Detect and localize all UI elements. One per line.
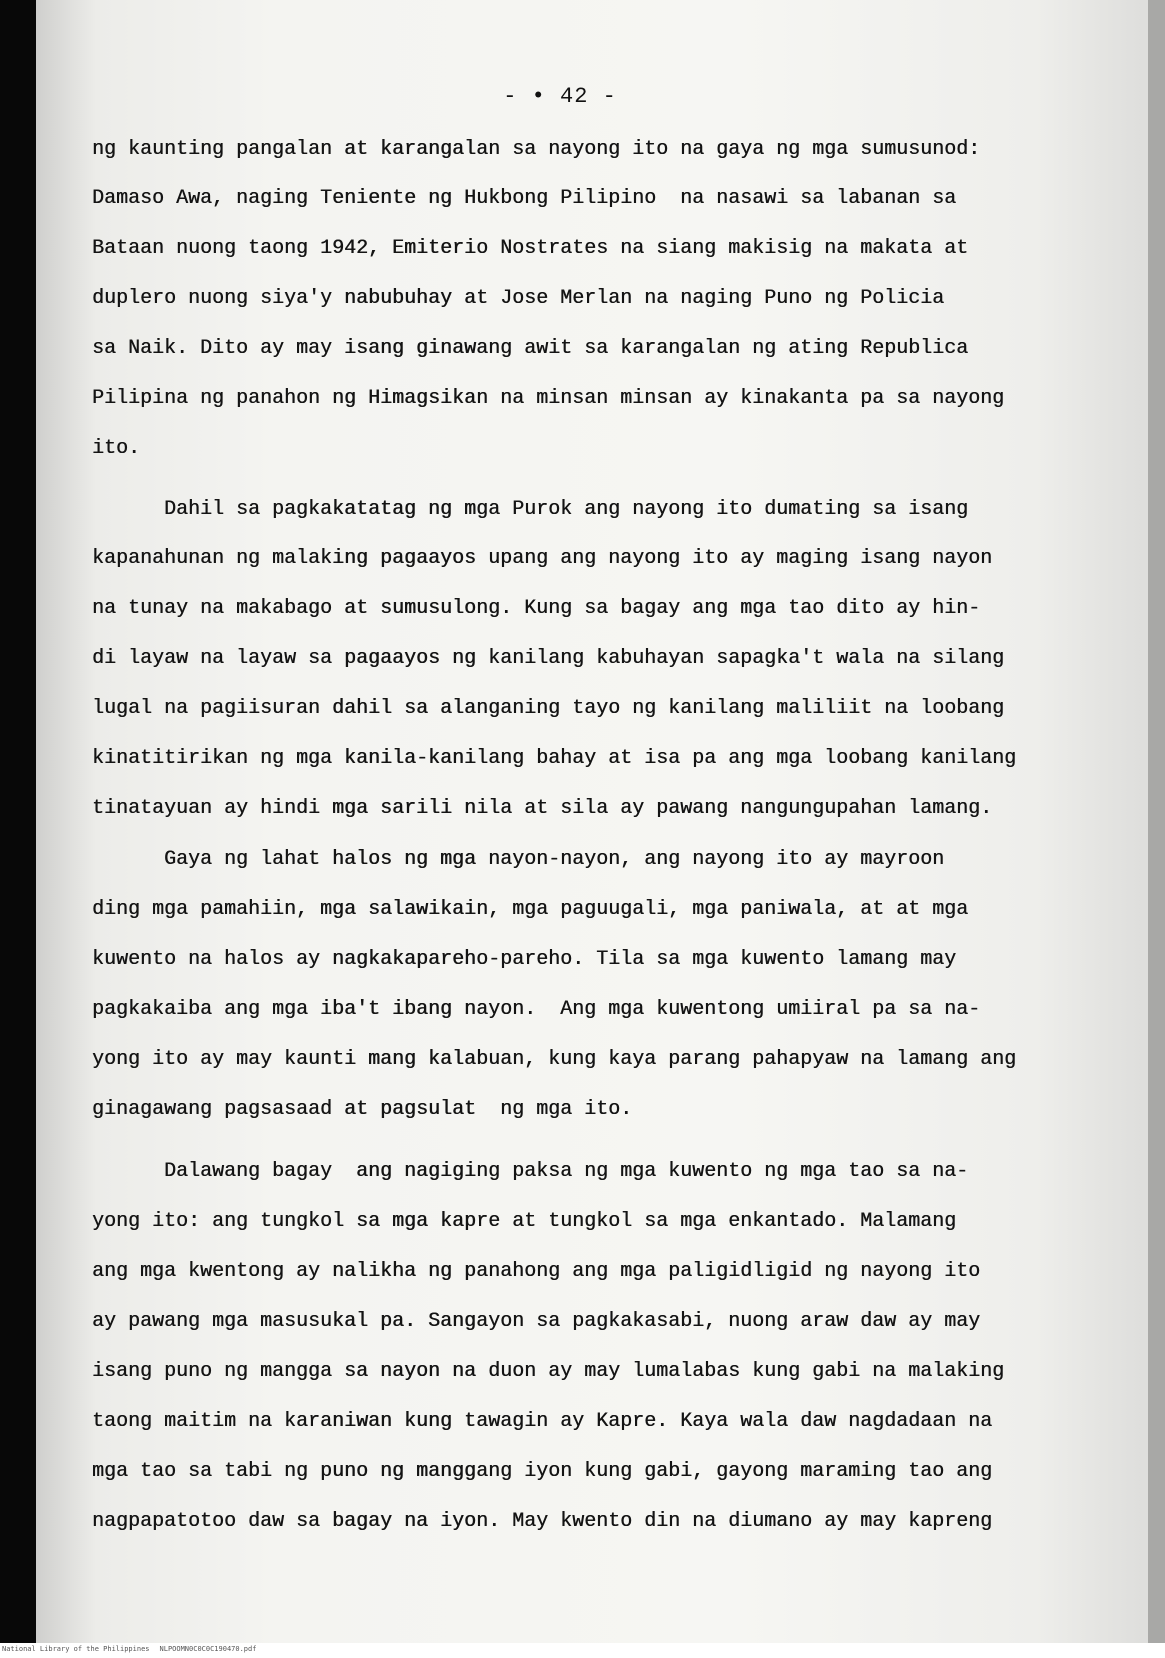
- text-line: Pilipina ng panahon ng Himagsikan na minsan minsan ay kinakanta pa sa nayong: [92, 387, 1005, 410]
- text-line: Damaso Awa, naging Teniente ng Hukbong Pilipino na nasawi sa labanan sa: [92, 187, 957, 210]
- page-edge: [1148, 0, 1165, 1643]
- text-line: isang puno ng mangga sa nayon na duon ay may lumalabas kung gabi na malaking: [92, 1360, 1005, 1383]
- text-line: mga tao sa tabi ng puno ng manggang iyon kung gabi, gayong maraming tao ang: [92, 1460, 993, 1483]
- text-line: Dahil sa pagkakatatag ng mga Purok ang nayong ito dumating sa isang: [92, 498, 969, 521]
- file-name: NLPOOMN0C0C0C190470.pdf: [159, 1645, 257, 1653]
- text-line: Bataan nuong taong 1942, Emiterio Nostrates na siang makisig na makata at: [92, 237, 969, 260]
- text-line: duplero nuong siya'y nabubuhay at Jose Merlan na naging Puno ng Policia: [92, 287, 945, 310]
- text-line: ng kaunting pangalan at karangalan sa nayong ito na gaya ng mga sumusunod:: [92, 138, 981, 161]
- text-line: kapanahunan ng malaking pagaayos upang ang nayong ito ay maging isang nayon: [92, 547, 993, 570]
- text-line: sa Naik. Dito ay may isang ginawang awit sa karangalan ng ating Republica: [92, 337, 969, 360]
- page-number: - • 42 -: [503, 84, 617, 109]
- text-line: ay pawang mga masusukal pa. Sangayon sa pagkakasabi, nuong araw daw ay may: [92, 1310, 981, 1333]
- text-line: ang mga kwentong ay nalikha ng panahong ang mga paligidligid ng nayong ito: [92, 1260, 981, 1283]
- text-line: kinatitirikan ng mga kanila-kanilang bahay at isa pa ang mga loobang kanilang: [92, 747, 1017, 770]
- text-line: Dalawang bagay ang nagiging paksa ng mga kuwento ng mga tao sa na-: [92, 1160, 969, 1183]
- text-line: pagkakaiba ang mga iba't ibang nayon. Ang mga kuwentong umiiral pa sa na-: [92, 998, 981, 1021]
- text-line: di layaw na layaw sa pagaayos ng kanilang kabuhayan sapagka't wala na silang: [92, 647, 1005, 670]
- text-line: Gaya ng lahat halos ng mga nayon-nayon, ang nayong ito ay mayroon: [92, 848, 945, 871]
- text-line: tinatayuan ay hindi mga sarili nila at sila ay pawang nangungupahan lamang.: [92, 797, 993, 820]
- text-line: ito.: [92, 437, 141, 460]
- text-line: na tunay na makabago at sumusulong. Kung sa bagay ang mga tao dito ay hin-: [92, 597, 981, 620]
- text-line: nagpapatotoo daw sa bagay na iyon. May kwento din na diumano ay may kapreng: [92, 1510, 993, 1533]
- text-line: taong maitim na karaniwan kung tawagin ay Kapre. Kaya wala daw nagdadaan na: [92, 1410, 993, 1433]
- text-line: kuwento na halos ay nagkakapareho-pareho. Tila sa mga kuwento lamang may: [92, 948, 957, 971]
- text-line: yong ito: ang tungkol sa mga kapre at tungkol sa mga enkantado. Malamang: [92, 1210, 957, 1233]
- library-credit: National Library of the Philippines: [2, 1645, 150, 1653]
- scan-footer: [2, 1645, 1162, 1657]
- text-line: ginagawang pagsasaad at pagsulat ng mga ito.: [92, 1098, 633, 1121]
- text-line: yong ito ay may kaunti mang kalabuan, kung kaya parang pahapyaw na lamang ang: [92, 1048, 1017, 1071]
- text-line: lugal na pagiisuran dahil sa alanganing tayo ng kanilang maliliit na loobang: [92, 697, 1005, 720]
- binding-shadow: [0, 0, 36, 1643]
- text-line: ding mga pamahiin, mga salawikain, mga paguugali, mga paniwala, at at mga: [92, 898, 969, 921]
